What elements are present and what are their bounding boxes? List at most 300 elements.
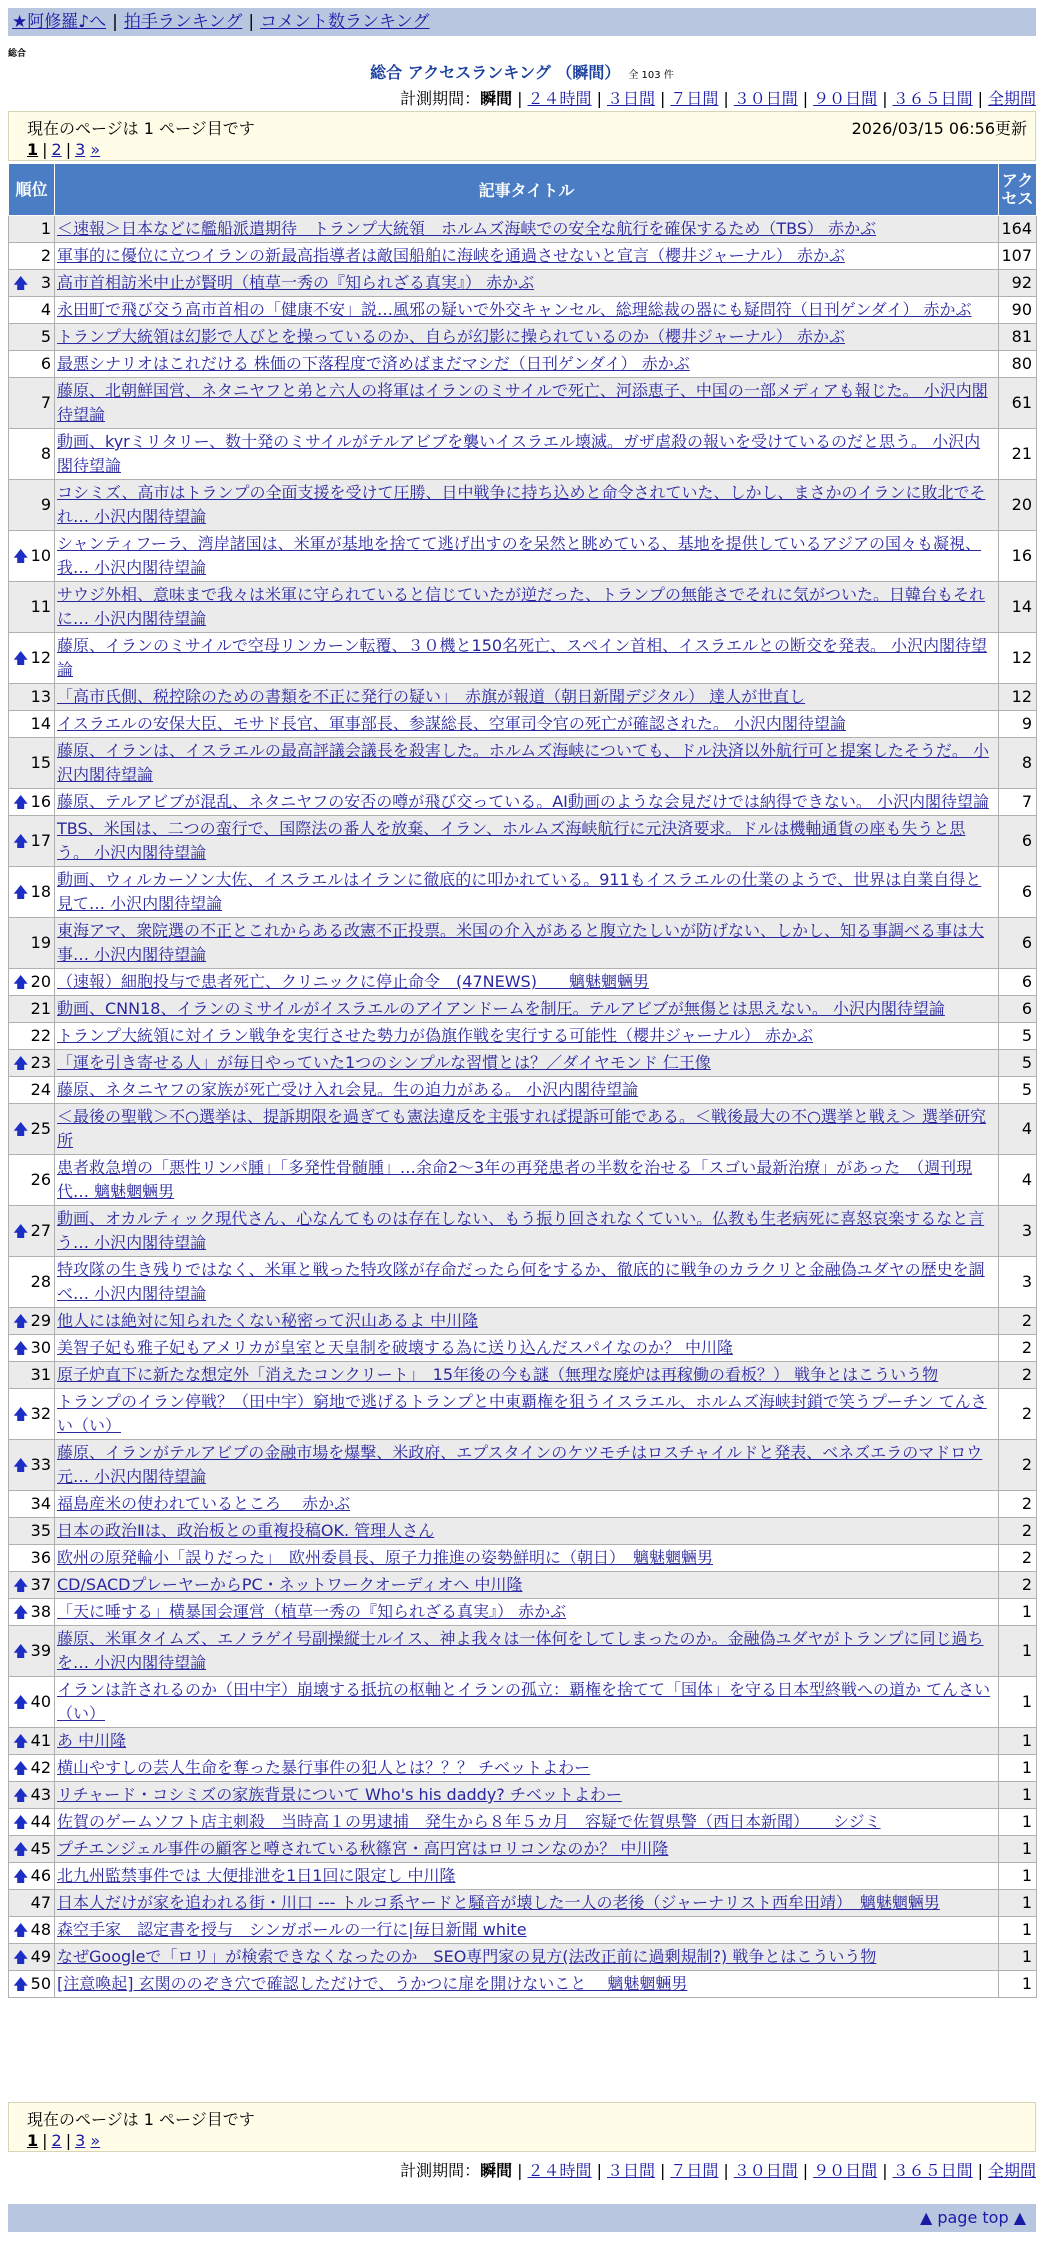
rank-number: 1 [40, 219, 51, 238]
article-link[interactable]: ＜速報＞日本などに艦船派遣期待 トランプ大統領 ホルムズ海峡での安全な航行を確保するため（TBS） 赤かぶ [57, 219, 877, 238]
top-nav-bar [8, 8, 1036, 36]
rank-cell [9, 1545, 55, 1572]
table-row [9, 1104, 1037, 1155]
article-link[interactable]: 横山やすしの芸人生命を奪った暴行事件の犯人とは？？？ チベットよわー [57, 1758, 591, 1777]
access-count: 8 [999, 738, 1037, 789]
up-arrow-icon: 🡅 [13, 1456, 29, 1474]
rank-cell [9, 270, 55, 297]
rank-cell [9, 351, 55, 378]
access-count: 1 [999, 1944, 1037, 1971]
access-count: 6 [999, 918, 1037, 969]
article-link[interactable]: リチャード・コシミズの家族背景について Who's his daddy? チベットよわー [57, 1785, 622, 1804]
period-option-link[interactable]: ９０日間 [813, 89, 878, 108]
article-link[interactable]: 佐賀のゲームソフト店主刺殺 当時高１の男逮捕 発生から８年５カ月 容疑で佐賀県警（西日本新聞） シジミ [57, 1812, 881, 1831]
article-link[interactable]: 永田町で飛び交う高市首相の「健康不安」説…風邪の疑いで外交キャンセル、総理総裁の器にも疑問符（日刊ゲンダイ） 赤かぶ [57, 300, 972, 319]
rank-number: 12 [30, 648, 51, 667]
access-count: 1 [999, 1782, 1037, 1809]
article-link[interactable]: 藤原、イランは、イスラエルの最高評議会議長を殺害した。ホルムズ海峡についても、ドル決済以外航行可と提案したそうだ。 小沢内閣待望論 [57, 741, 989, 784]
article-link[interactable]: シャンティフーラ、湾岸諸国は、米軍が基地を捨てて逃げ出すのを呆然と眺めている、基地を提供しているアジアの国々も凝視、我… 小沢内閣待望論 [57, 534, 982, 577]
title-cell [55, 1971, 999, 1998]
rank-cell [9, 1809, 55, 1836]
article-link[interactable]: 動画、ウィルカーソン大佐、イスラエルはイランに徹底的に叩かれている。911もイスラエルの仕業のようで、世界は自業自得と見て… 小沢内閣待望論 [57, 870, 982, 913]
rank-number: 31 [30, 1365, 51, 1384]
next-page-link[interactable]: » [90, 140, 101, 159]
table-row [9, 789, 1037, 816]
access-count: 1 [999, 1677, 1037, 1728]
rank-cell [9, 1836, 55, 1863]
period-separator: | [882, 2161, 888, 2180]
comment-ranking-link[interactable]: コメント数ランキング [260, 12, 430, 32]
rank-cell [9, 297, 55, 324]
page-top-link[interactable]: ▲ page top ▲ [919, 2208, 1026, 2227]
table-row [9, 1491, 1037, 1518]
bottom-bar [8, 2204, 1036, 2232]
title-cell [55, 216, 999, 243]
access-count: 14 [999, 582, 1037, 633]
table-row [9, 1944, 1037, 1971]
access-count: 4 [999, 1155, 1037, 1206]
period-option-link[interactable]: ３６５日間 [892, 89, 973, 108]
period-separator: | [977, 2161, 983, 2180]
table-row [9, 1023, 1037, 1050]
table-row [9, 1917, 1037, 1944]
access-count: 2 [999, 1491, 1037, 1518]
rank-number: 42 [30, 1758, 51, 1777]
table-row [9, 1971, 1037, 1998]
article-link[interactable]: 藤原、ネタニヤフの家族が死亡受け入れ会見。生の迫力がある。 小沢内閣待望論 [57, 1080, 639, 1099]
article-link[interactable]: 動画、オカルティック現代さん、心なんてものは存在しない、もう振り回されなくていい。仏教も生老病死に喜怒哀楽するなと言う… 小沢内閣待望論 [57, 1209, 985, 1252]
up-arrow-icon: 🡅 [13, 1603, 29, 1621]
rank-number: 10 [30, 546, 51, 565]
table-row [9, 1890, 1037, 1917]
access-count: 1 [999, 1863, 1037, 1890]
access-count: 21 [999, 429, 1037, 480]
page-separator: | [42, 2131, 48, 2150]
article-link[interactable]: TBS、米国は、二つの蛮行で、国際法の番人を放棄、イラン、ホルムズ海峡航行に元決済要求。ドルは機軸通貨の座も失うと思う。 小沢内閣待望論 [57, 819, 966, 862]
access-count: 2 [999, 1440, 1037, 1491]
up-arrow-icon: 🡅 [13, 1975, 29, 1993]
table-row [9, 378, 1037, 429]
access-count: 92 [999, 270, 1037, 297]
rank-cell [9, 1971, 55, 1998]
page-link[interactable]: 3 [75, 140, 86, 159]
up-arrow-icon: 🡅 [13, 1813, 29, 1831]
rank-number: 4 [40, 300, 51, 319]
article-link[interactable]: 北九州監禁事件では 大便排泄を1日1回に限定し 中川隆 [57, 1866, 456, 1885]
title-cell [55, 1626, 999, 1677]
table-row [9, 243, 1037, 270]
title-cell [55, 633, 999, 684]
rank-cell [9, 711, 55, 738]
article-link[interactable]: 動画、CNN18、イランのミサイルがイスラエルのアイアンドームを制圧。テルアビブが無傷とは思えない。 小沢内閣待望論 [57, 999, 945, 1018]
current-page: 1 [27, 140, 39, 159]
access-count: 4 [999, 1104, 1037, 1155]
rank-cell [9, 867, 55, 918]
article-link[interactable]: 「高市氏側、税控除のための書類を不正に発行の疑い」 赤旗が報道（朝日新聞デジタル） 達人が世直し [57, 687, 806, 706]
rank-cell [9, 1206, 55, 1257]
up-arrow-icon: 🡅 [13, 1312, 29, 1330]
rank-cell [9, 1362, 55, 1389]
article-link[interactable]: 軍事的に優位に立つイランの新最高指導者は敵国船舶に海峡を通過させないと宣言（櫻井ジャーナル） 赤かぶ [57, 246, 845, 265]
title-cell [55, 582, 999, 633]
table-row [9, 1836, 1037, 1863]
rank-cell [9, 324, 55, 351]
rank-number: 35 [30, 1521, 51, 1540]
up-arrow-icon: 🡅 [13, 1339, 29, 1357]
title-cell [55, 243, 999, 270]
article-link[interactable]: 東海アマ、衆院選の不正とこれからある改憲不正投票。米国の介入があると腹立たしいが防げない、しかし、知る事調べる事は大事… 小沢内閣待望論 [57, 921, 985, 964]
pager-text: 現在のページは 1 ページ目です [27, 119, 255, 138]
period-separator: | [882, 89, 888, 108]
up-arrow-icon: 🡅 [13, 883, 29, 901]
rank-cell [9, 1077, 55, 1104]
rank-number: 34 [30, 1494, 51, 1513]
period-current: 瞬間 [480, 2161, 513, 2180]
article-link[interactable]: [注意喚起] 玄関ののぞき穴で確認しただけで、うかつに扉を開けないこと 魑魅魍魎男 [57, 1974, 688, 1993]
applause-ranking-link[interactable]: 拍手ランキング [123, 12, 243, 32]
period-option-link[interactable]: ３日間 [606, 2161, 655, 2180]
article-link[interactable]: トランプのイラン停戦？（田中宇）窮地で逃げるトランプと中東覇権を狙うイスラエル、ホルムズ海峡封鎖で笑うプーチン てんさい（い） [57, 1392, 987, 1435]
rank-number: 21 [30, 999, 51, 1018]
table-row [9, 1782, 1037, 1809]
rank-number: 33 [30, 1455, 51, 1474]
table-row [9, 738, 1037, 789]
rank-number: 36 [30, 1548, 51, 1567]
period-separator: | [723, 2161, 729, 2180]
article-link[interactable]: 特攻隊の生き残りではなく、米軍と戦った特攻隊が存命だったら何をするか、徹底的に戦争のカラクリと金融偽ユダヤの歴史を調べ… 小沢内閣待望論 [57, 1260, 985, 1303]
rank-number: 15 [30, 753, 51, 772]
title-cell [55, 531, 999, 582]
period-option-link[interactable]: ７日間 [670, 2161, 719, 2180]
rank-number: 11 [30, 597, 51, 616]
table-row [9, 582, 1037, 633]
article-link[interactable]: ＜最後の聖戦＞不○選挙は、提訴期限を過ぎても憲法違反を主張すれば提訴可能である。＜戦後最大の不○選挙と戦え＞ 選挙研究所 [57, 1107, 987, 1150]
period-option-link[interactable]: ２４時間 [527, 89, 592, 108]
article-link[interactable]: 藤原、米軍タイムズ、エノラゲイ号副操縦士ルイス、神よ我々は一体何をしてしまったのか。金融偽ユダヤがトランプに同じ過ちを… 小沢内閣待望論 [57, 1629, 984, 1672]
article-link[interactable]: 藤原、イランがテルアビブの金融市場を爆撃、米政府、エプスタインのケツモチはロスチャイルドと発表、ベネズエラのマドロウ元… 小沢内閣待望論 [57, 1443, 983, 1486]
table-row [9, 1545, 1037, 1572]
up-arrow-icon: 🡅 [13, 1405, 29, 1423]
title-cell [55, 738, 999, 789]
period-option-link[interactable]: ２４時間 [527, 2161, 592, 2180]
table-row [9, 1518, 1037, 1545]
article-link[interactable]: なぜGoogleで「ロリ」が検索できなくなったのか SEO専門家の見方(法改正前に過剰規制?) 戦争とはこういう物 [57, 1947, 877, 1966]
title-cell [55, 480, 999, 531]
title-cell [55, 1572, 999, 1599]
rank-number: 16 [30, 792, 51, 811]
access-count: 1 [999, 1890, 1037, 1917]
article-link[interactable]: 原子炉直下に新たな想定外「消えたコンクリート」 15年後の今も謎（無理な廃炉は再稼働の看板？） 戦争とはこういう物 [57, 1365, 939, 1384]
table-row [9, 216, 1037, 243]
table-row [9, 270, 1037, 297]
article-link[interactable]: 「運を引き寄せる人」が毎日やっていた1つのシンプルな習慣とは？／ダイヤモンド 仁王像 [57, 1053, 711, 1072]
rank-cell [9, 1518, 55, 1545]
rank-cell [9, 1104, 55, 1155]
title-cell [55, 1599, 999, 1626]
title-cell [55, 1545, 999, 1572]
page-title: 総合 アクセスランキング （瞬間） [370, 63, 621, 82]
up-arrow-icon: 🡅 [13, 1732, 29, 1750]
pager-bottom [8, 2102, 1036, 2152]
period-option-link[interactable]: 全期間 [987, 2161, 1036, 2180]
title-cell [55, 1518, 999, 1545]
article-link[interactable]: 美智子妃も雅子妃もアメリカが皇室と天皇制を破壊する為に送り込んだスパイなのか？ 中川隆 [57, 1338, 733, 1357]
title-cell [55, 1836, 999, 1863]
access-count: 2 [999, 1518, 1037, 1545]
period-label: 計測期間： [400, 2161, 481, 2180]
rank-cell [9, 1944, 55, 1971]
article-link[interactable]: 他人には絶対に知られたくない秘密って沢山あるよ 中川隆 [57, 1311, 479, 1330]
access-count: 2 [999, 1362, 1037, 1389]
rank-cell [9, 1626, 55, 1677]
home-link[interactable]: ★阿修羅♪へ [12, 12, 107, 32]
access-count: 2 [999, 1308, 1037, 1335]
access-count: 1 [999, 1917, 1037, 1944]
nav-separator: | [112, 12, 118, 32]
rank-cell [9, 1023, 55, 1050]
article-link[interactable]: 患者救急増の「悪性リンパ腫」「多発性骨髄腫」…余命2～3年の再発患者の半数を治せる「スゴい最新治療」があった （週刊現代… 魑魅魍魎男 [57, 1158, 973, 1201]
rank-cell [9, 684, 55, 711]
title-cell [55, 996, 999, 1023]
title-cell [55, 1104, 999, 1155]
up-arrow-icon: 🡅 [13, 1948, 29, 1966]
page-link[interactable]: 2 [51, 2131, 62, 2150]
table-row [9, 297, 1037, 324]
rank-number: 46 [30, 1866, 51, 1885]
title-cell [55, 1755, 999, 1782]
period-separator: | [517, 2161, 523, 2180]
period-separator: | [517, 89, 523, 108]
pager-top [8, 111, 1036, 161]
period-option-link[interactable]: ３０日間 [733, 2161, 798, 2180]
article-link[interactable]: 高市首相訪米中止が賢明（植草一秀の『知られざる真実』） 赤かぶ [57, 273, 535, 292]
table-row [9, 1155, 1037, 1206]
article-link[interactable]: （速報）細胞投与で患者死亡、クリニックに停止命令 (47NEWS) 魑魅魍魎男 [57, 972, 649, 991]
category-label: 総合 [8, 49, 27, 59]
period-separator: | [596, 2161, 602, 2180]
article-link[interactable]: サウジ外相、意味まで我々は米軍に守られていると信じていたが逆だった、トランプの無能さでそれに気がついた。日韓台もそれに… 小沢内閣待望論 [57, 585, 986, 628]
rank-number: 8 [40, 444, 51, 463]
article-link[interactable]: CD/SACDプレーヤーからPC・ネットワークオーディオへ 中川隆 [57, 1575, 523, 1594]
title-cell [55, 1863, 999, 1890]
table-row [9, 711, 1037, 738]
rank-number: 47 [30, 1893, 51, 1912]
article-link[interactable]: イランは許されるのか（田中宇）崩壊する抵抗の枢軸とイランの孤立：覇権を捨てて「国体」を守る日本型終戦への道か てんさい（い） [57, 1680, 991, 1723]
rank-number: 38 [30, 1602, 51, 1621]
rank-cell [9, 1050, 55, 1077]
article-link[interactable]: 日本人だけが家を追われる街・川口 --- トルコ系ヤードと騒音が壊した一人の老後（ジャーナリスト西牟田靖） 魑魅魍魎男 [57, 1893, 940, 1912]
article-link[interactable]: 最悪シナリオはこれだける 株価の下落程度で済めばまだマシだ（日刊ゲンダイ） 赤かぶ [57, 354, 690, 373]
table-row [9, 1572, 1037, 1599]
rank-cell [9, 1599, 55, 1626]
table-row [9, 531, 1037, 582]
up-arrow-icon: 🡅 [13, 832, 29, 850]
page-link[interactable]: 2 [51, 140, 62, 159]
period-separator: | [659, 2161, 666, 2180]
up-arrow-icon: 🡅 [13, 547, 29, 565]
period-separator: | [802, 89, 809, 108]
title-cell [55, 1782, 999, 1809]
title-cell [55, 969, 999, 996]
rank-cell [9, 1335, 55, 1362]
table-row [9, 1206, 1037, 1257]
access-column-header: アクセス [999, 164, 1037, 216]
access-count: 1 [999, 1728, 1037, 1755]
article-link[interactable]: プチエンジェル事件の顧客と噂されている秋篠宮・高円宮はロリコンなのか？ 中川隆 [57, 1839, 669, 1858]
rank-cell [9, 582, 55, 633]
access-count: 20 [999, 480, 1037, 531]
rank-number: 41 [30, 1731, 51, 1750]
title-cell [55, 789, 999, 816]
access-count: 2 [999, 1335, 1037, 1362]
table-row [9, 1809, 1037, 1836]
rank-number: 13 [30, 687, 51, 706]
access-count: 6 [999, 816, 1037, 867]
rank-number: 9 [40, 495, 51, 514]
article-link[interactable]: イスラエルの安保大臣、モサド長官、軍事部長、参謀総長、空軍司令官の死亡が確認された。 小沢内閣待望論 [57, 714, 846, 733]
table-row [9, 1050, 1037, 1077]
access-count: 12 [999, 684, 1037, 711]
page-link[interactable]: 3 [75, 2131, 86, 2150]
article-link[interactable]: 動画、kyrミリタリー、数十発のミサイルがテルアビブを襲いイスラエル壊滅。ガザ虐殺の報いを受けているのだと思う。 小沢内閣待望論 [57, 432, 981, 475]
access-count: 2 [999, 1545, 1037, 1572]
article-link[interactable]: 欧州の原発輪小「誤りだった」 欧州委員長、原子力推進の姿勢鮮明に（朝日） 魑魅魍魎男 [57, 1548, 714, 1567]
rank-number: 26 [30, 1170, 51, 1189]
access-count: 80 [999, 351, 1037, 378]
period-option-link[interactable]: ９０日間 [813, 2161, 878, 2180]
rank-number: 40 [30, 1692, 51, 1711]
article-link[interactable]: 「天に唾する」横暴国会運営（植草一秀の『知られざる真実』） 赤かぶ [57, 1602, 567, 1621]
table-row [9, 1077, 1037, 1104]
access-count: 1 [999, 1971, 1037, 1998]
access-count: 3 [999, 1206, 1037, 1257]
article-link[interactable]: あ 中川隆 [57, 1731, 127, 1750]
access-count: 2 [999, 1572, 1037, 1599]
access-count: 6 [999, 996, 1037, 1023]
article-link[interactable]: 藤原、イランのミサイルで空母リンカーン転覆、３０機と150名死亡、スペイン首相、イスラエルとの断交を発表。 小沢内閣待望論 [57, 636, 988, 679]
period-option-link[interactable]: ７日間 [670, 89, 719, 108]
title-cell [55, 1890, 999, 1917]
up-arrow-icon: 🡅 [13, 973, 29, 991]
access-count: 5 [999, 1077, 1037, 1104]
rank-number: 32 [30, 1404, 51, 1423]
rank-cell [9, 633, 55, 684]
title-cell [55, 684, 999, 711]
title-cell [55, 867, 999, 918]
access-count: 9 [999, 711, 1037, 738]
rank-cell [9, 1440, 55, 1491]
article-link[interactable]: 藤原、テルアビブが混乱、ネタニヤフの安否の噂が飛び交っている。AI動画のような会見だけでは納得できない。 小沢内閣待望論 [57, 792, 989, 811]
next-page-link[interactable]: » [90, 2131, 101, 2150]
table-row [9, 324, 1037, 351]
up-arrow-icon: 🡅 [13, 1576, 29, 1594]
access-count: 5 [999, 1050, 1037, 1077]
rank-cell [9, 1917, 55, 1944]
rank-number: 45 [30, 1839, 51, 1858]
title-cell [55, 351, 999, 378]
title-cell [55, 711, 999, 738]
table-row [9, 1755, 1037, 1782]
rank-cell [9, 1389, 55, 1440]
rank-number: 17 [30, 831, 51, 850]
rank-cell [9, 531, 55, 582]
access-count: 12 [999, 633, 1037, 684]
rank-cell [9, 996, 55, 1023]
table-row [9, 684, 1037, 711]
rank-number: 23 [30, 1053, 51, 1072]
title-cell [55, 270, 999, 297]
rank-number: 20 [30, 972, 51, 991]
rank-cell [9, 1755, 55, 1782]
article-link[interactable]: 福島産米の使われているところ 赤かぶ [57, 1494, 351, 1513]
total-count: 全 103 件 [628, 70, 674, 81]
up-arrow-icon: 🡅 [13, 793, 29, 811]
page-separator: | [42, 140, 48, 159]
table-row [9, 1257, 1037, 1308]
table-row [9, 996, 1037, 1023]
article-link[interactable]: 日本の政治Ⅱは、政治板との重複投稿OK. 管理人さん [57, 1521, 435, 1540]
title-cell [55, 1809, 999, 1836]
ranking-table-body [9, 216, 1037, 1998]
access-count: 2 [999, 1389, 1037, 1440]
rank-cell [9, 1155, 55, 1206]
rank-cell [9, 738, 55, 789]
period-option-link[interactable]: ３６５日間 [892, 2161, 973, 2180]
access-count: 90 [999, 297, 1037, 324]
rank-cell [9, 1257, 55, 1308]
title-cell [55, 1155, 999, 1206]
title-cell [55, 1944, 999, 1971]
rank-cell [9, 1308, 55, 1335]
access-count: 1 [999, 1809, 1037, 1836]
title-cell [55, 1362, 999, 1389]
period-separator: | [802, 2161, 809, 2180]
rank-cell [9, 969, 55, 996]
title-cell [55, 1308, 999, 1335]
update-timestamp: 2026/03/15 06:56更新 [851, 119, 1027, 138]
rank-cell [9, 1728, 55, 1755]
title-cell [55, 1335, 999, 1362]
article-link[interactable]: 藤原、北朝鮮国営、ネタニヤフと弟と六人の将軍はイランのミサイルで死亡、河添恵子、中国の一部メディアも報じた。 小沢内閣待望論 [57, 381, 988, 424]
access-count: 61 [999, 378, 1037, 429]
period-selector-top [400, 86, 1036, 109]
pager-text: 現在のページは 1 ページ目です [27, 2110, 255, 2129]
access-count: 1 [999, 1599, 1037, 1626]
period-label: 計測期間： [400, 89, 481, 108]
article-link[interactable]: コシミズ、高市はトランプの全面支援を受けて圧勝、日中戦争に持ち込めと命令されていた、しかし、まさかのイランに敗北でそれ… 小沢内閣待望論 [57, 483, 986, 526]
table-row [9, 867, 1037, 918]
table-row [9, 351, 1037, 378]
period-separator: | [596, 89, 602, 108]
title-cell [55, 324, 999, 351]
title-column-header: 記事タイトル [55, 164, 999, 216]
rank-number: 37 [30, 1575, 51, 1594]
article-link[interactable]: トランプ大統領に対イラン戦争を実行させた勢力が偽旗作戦を実行する可能性（櫻井ジャーナル） 赤かぶ [57, 1026, 813, 1045]
period-option-link[interactable]: 全期間 [987, 89, 1036, 108]
access-count: 107 [999, 243, 1037, 270]
period-option-link[interactable]: ３０日間 [733, 89, 798, 108]
nav-separator: | [248, 12, 255, 32]
period-option-link[interactable]: ３日間 [606, 89, 655, 108]
article-link[interactable]: 森空手家 認定書を授与 シンガポールの一行に|毎日新聞 white [57, 1920, 527, 1939]
rank-cell [9, 1890, 55, 1917]
rank-number: 48 [30, 1920, 51, 1939]
rank-number: 43 [30, 1785, 51, 1804]
table-row [9, 1308, 1037, 1335]
table-row [9, 633, 1037, 684]
article-link[interactable]: トランプ大統領は幻影で人びとを操っているのか、自らが幻影に操られているのか（櫻井ジャーナル） 赤かぶ [57, 327, 845, 346]
title-cell [55, 1206, 999, 1257]
